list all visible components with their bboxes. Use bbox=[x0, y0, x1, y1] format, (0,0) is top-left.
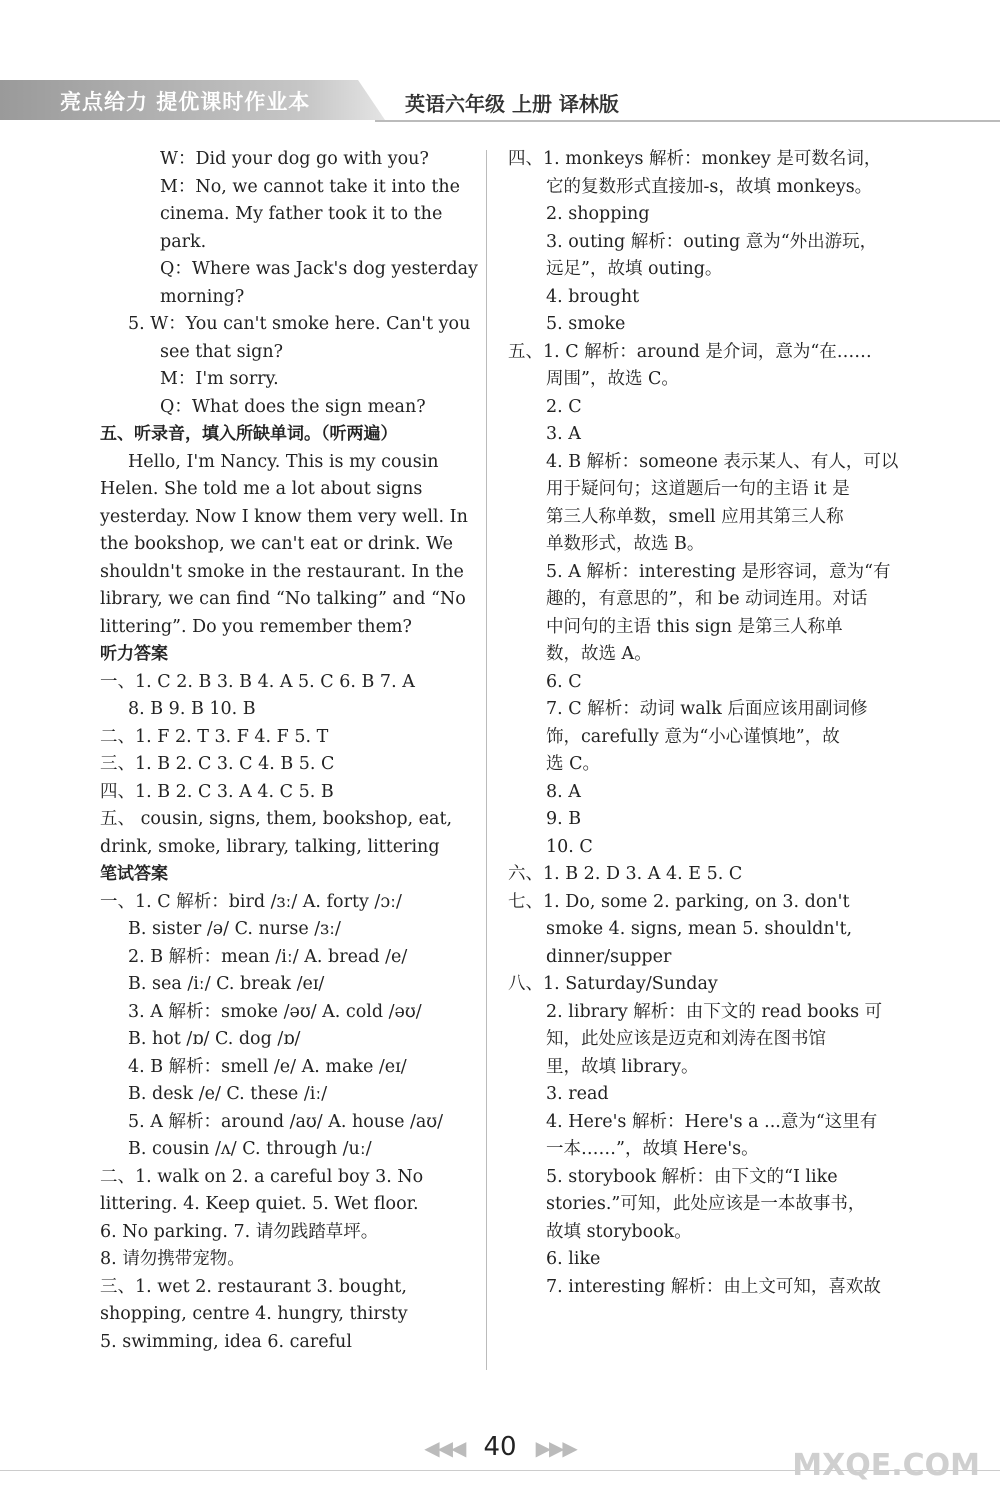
right-text-line: 单数形式，故选 B。 bbox=[546, 534, 705, 554]
right-text-line: 6. like bbox=[546, 1249, 601, 1269]
right-text-line: 第三人称单数，smell 应用其第三人称 bbox=[546, 506, 844, 527]
right-text-line: 8. A bbox=[546, 781, 581, 802]
left-text-line: 2. B 解析：mean /iː/ A. bread /e/ bbox=[128, 946, 408, 967]
left-text-line: 二、1. walk on 2. a careful boy 3. No bbox=[100, 1166, 424, 1187]
right-text-line: 知，此处应该是迈克和刘涛在图书馆 bbox=[546, 1029, 826, 1049]
right-text-line: smoke 4. signs, mean 5. shouldn't, bbox=[546, 919, 853, 939]
left-column bbox=[100, 146, 478, 1356]
left-text-line: B. cousin /ʌ/ C. through /uː/ bbox=[128, 1139, 372, 1159]
left-text-line: see that sign? bbox=[160, 341, 284, 362]
right-column bbox=[508, 146, 918, 1301]
left-text-line: 听力答案 bbox=[100, 644, 168, 664]
right-text-line: 八、1. Saturday/Sunday bbox=[508, 974, 718, 994]
left-text-line: 二、1. F 2. T 3. F 4. F 5. T bbox=[100, 726, 329, 747]
left-text-line: the bookshop, we can't eat or drink. We bbox=[100, 534, 453, 554]
right-text-line: 选 C。 bbox=[546, 754, 600, 774]
left-text-line: Hello, I'm Nancy. This is my cousin bbox=[128, 451, 439, 472]
left-text-line: 五、听录音，填入所缺单词。（听两遍） bbox=[100, 424, 398, 444]
left-text-line: morning? bbox=[160, 286, 245, 307]
right-text-line: 六、1. B 2. D 3. A 4. E 5. C bbox=[508, 864, 743, 884]
left-text-line: 5. A 解析：around /aʊ/ A. house /aʊ/ bbox=[128, 1111, 444, 1132]
right-text-line: 饰，carefully 意为“小心谨慎地”，故 bbox=[546, 726, 840, 747]
right-text-line: 故填 storybook。 bbox=[546, 1221, 692, 1242]
left-text-line: 一、1. C 解析：bird /ɜː/ A. forty /ɔː/ bbox=[100, 891, 402, 912]
left-text-line: 5. W：You can't smoke here. Can't you bbox=[128, 314, 471, 334]
left-text-line: M：No, we cannot take it into the bbox=[160, 176, 461, 197]
left-text-line: drink, smoke, library, talking, littering bbox=[100, 836, 440, 857]
left-text-line: park. bbox=[160, 231, 207, 252]
right-text-line: dinner/supper bbox=[546, 946, 672, 967]
left-text-line: Q：Where was Jack's dog yesterday bbox=[160, 259, 478, 279]
left-text-line: Q：What does the sign mean? bbox=[160, 396, 426, 417]
right-text-line: 7. C 解析：动词 walk 后面应该用副词修 bbox=[546, 699, 868, 719]
right-text-line: 4. B 解析：someone 表示某人、有人，可以 bbox=[546, 451, 899, 472]
left-text-line: B. desk /e/ C. these /iː/ bbox=[128, 1084, 328, 1104]
right-text-line: 9. B bbox=[546, 809, 582, 829]
left-text-line: M：I'm sorry. bbox=[160, 369, 279, 389]
left-text-line: 5. swimming, idea 6. careful bbox=[100, 1331, 352, 1352]
right-text-line: 7. interesting 解析：由上文可知，喜欢故 bbox=[546, 1276, 881, 1297]
prev-arrows-icon: ◀◀◀ bbox=[424, 1436, 465, 1460]
left-text-line: 三、1. B 2. C 3. C 4. B 5. C bbox=[100, 754, 335, 774]
left-text-line: 4. B 解析：smell /e/ A. make /eɪ/ bbox=[128, 1056, 407, 1077]
right-text-line: 七、1. Do, some 2. parking, on 3. don't bbox=[508, 891, 850, 912]
right-text-line: 一本……”，故填 Here's。 bbox=[546, 1139, 759, 1159]
right-text-line: 里，故填 library。 bbox=[546, 1056, 699, 1077]
right-text-line: 2. shopping bbox=[546, 204, 650, 224]
right-text-line: 3. read bbox=[546, 1084, 609, 1104]
left-text-line: cinema. My father took it to the bbox=[160, 204, 443, 224]
right-text-line: 四、1. monkeys 解析：monkey 是可数名词， bbox=[508, 149, 882, 169]
right-text-line: 3. outing 解析：outing 意为“外出游玩， bbox=[546, 231, 878, 252]
right-text-line: 2. C bbox=[546, 396, 582, 417]
next-arrows-icon: ▶▶▶ bbox=[535, 1436, 576, 1460]
left-text-line: B. hot /ɒ/ C. dog /ɒ/ bbox=[128, 1029, 301, 1049]
right-text-line: 远足”，故填 outing。 bbox=[546, 259, 723, 279]
page-number: 40 bbox=[483, 1432, 517, 1462]
right-text-line: 10. C bbox=[546, 836, 593, 857]
right-text-line: 5. A 解析：interesting 是形容词，意为“有 bbox=[546, 561, 891, 582]
watermark: MXQE.COM bbox=[792, 1448, 980, 1483]
right-text-line: 4. brought bbox=[546, 286, 640, 307]
right-text-line: 数，故选 A。 bbox=[546, 644, 652, 664]
right-text-line: 2. library 解析：由下文的 read books 可 bbox=[546, 1001, 883, 1022]
column-divider bbox=[486, 150, 487, 1370]
left-text-line: 6. No parking. 7. 请勿践踏草坪。 bbox=[100, 1221, 379, 1242]
left-text-line: 8. 请勿携带宠物。 bbox=[100, 1249, 245, 1269]
left-text-line: 3. A 解析：smoke /əʊ/ A. cold /əʊ/ bbox=[128, 1001, 422, 1022]
right-text-line: 6. C bbox=[546, 671, 582, 692]
right-text-line: 5. storybook 解析：由下文的“I like bbox=[546, 1166, 838, 1187]
left-text-line: 8. B 9. B 10. B bbox=[128, 699, 256, 719]
left-text-line: 三、1. wet 2. restaurant 3. bought, bbox=[100, 1276, 407, 1297]
right-text-line: 它的复数形式直接加-s，故填 monkeys。 bbox=[546, 176, 873, 197]
right-text-line: 3. A bbox=[546, 424, 581, 444]
right-text-line: 中问句的主语 this sign 是第三人称单 bbox=[546, 616, 843, 637]
header-rule bbox=[375, 120, 1000, 122]
left-text-line: yesterday. Now I know them very well. In bbox=[100, 506, 468, 527]
right-text-line: 用于疑问句；这道题后一句的主语 it 是 bbox=[546, 479, 850, 499]
page-header bbox=[0, 80, 1000, 122]
left-text-line: B. sister /ə/ C. nurse /ɜː/ bbox=[128, 919, 341, 939]
left-text-line: W：Did your dog go with you? bbox=[160, 149, 429, 169]
left-text-line: shouldn't smoke in the restaurant. In the bbox=[100, 561, 464, 582]
left-text-line: littering. 4. Keep quiet. 5. Wet floor. bbox=[100, 1194, 419, 1214]
left-text-line: Helen. She told me a lot about signs bbox=[100, 479, 423, 499]
left-text-line: 五、 cousin, signs, them, bookshop, eat, bbox=[100, 809, 453, 829]
right-text-line: 5. smoke bbox=[546, 314, 626, 334]
left-text-line: littering”. Do you remember them? bbox=[100, 616, 412, 637]
left-text-line: B. sea /iː/ C. break /eɪ/ bbox=[128, 974, 325, 994]
left-text-line: library, we can find “No talking” and “No bbox=[100, 589, 466, 609]
right-text-line: stories.”可知，此处应该是一本故事书， bbox=[546, 1194, 866, 1214]
right-text-line: 周围”，故选 C。 bbox=[546, 369, 679, 389]
left-text-line: 一、1. C 2. B 3. B 4. A 5. C 6. B 7. A bbox=[100, 671, 415, 692]
book-title: 英语六年级 上册 译林版 bbox=[405, 92, 619, 116]
right-text-line: 4. Here's 解析：Here's a ...意为“这里有 bbox=[546, 1111, 878, 1132]
left-text-line: shopping, centre 4. hungry, thirsty bbox=[100, 1304, 408, 1324]
left-text-line: 笔试答案 bbox=[100, 864, 168, 884]
right-text-line: 五、1. C 解析：around 是介词，意为“在…… bbox=[508, 341, 872, 362]
right-text-line: 趣的，有意思的”，和 be 动词连用。对话 bbox=[546, 589, 868, 609]
left-text-line: 四、1. B 2. C 3. A 4. C 5. B bbox=[100, 781, 334, 802]
series-title: 亮点给力 提优课时作业本 bbox=[60, 90, 311, 114]
